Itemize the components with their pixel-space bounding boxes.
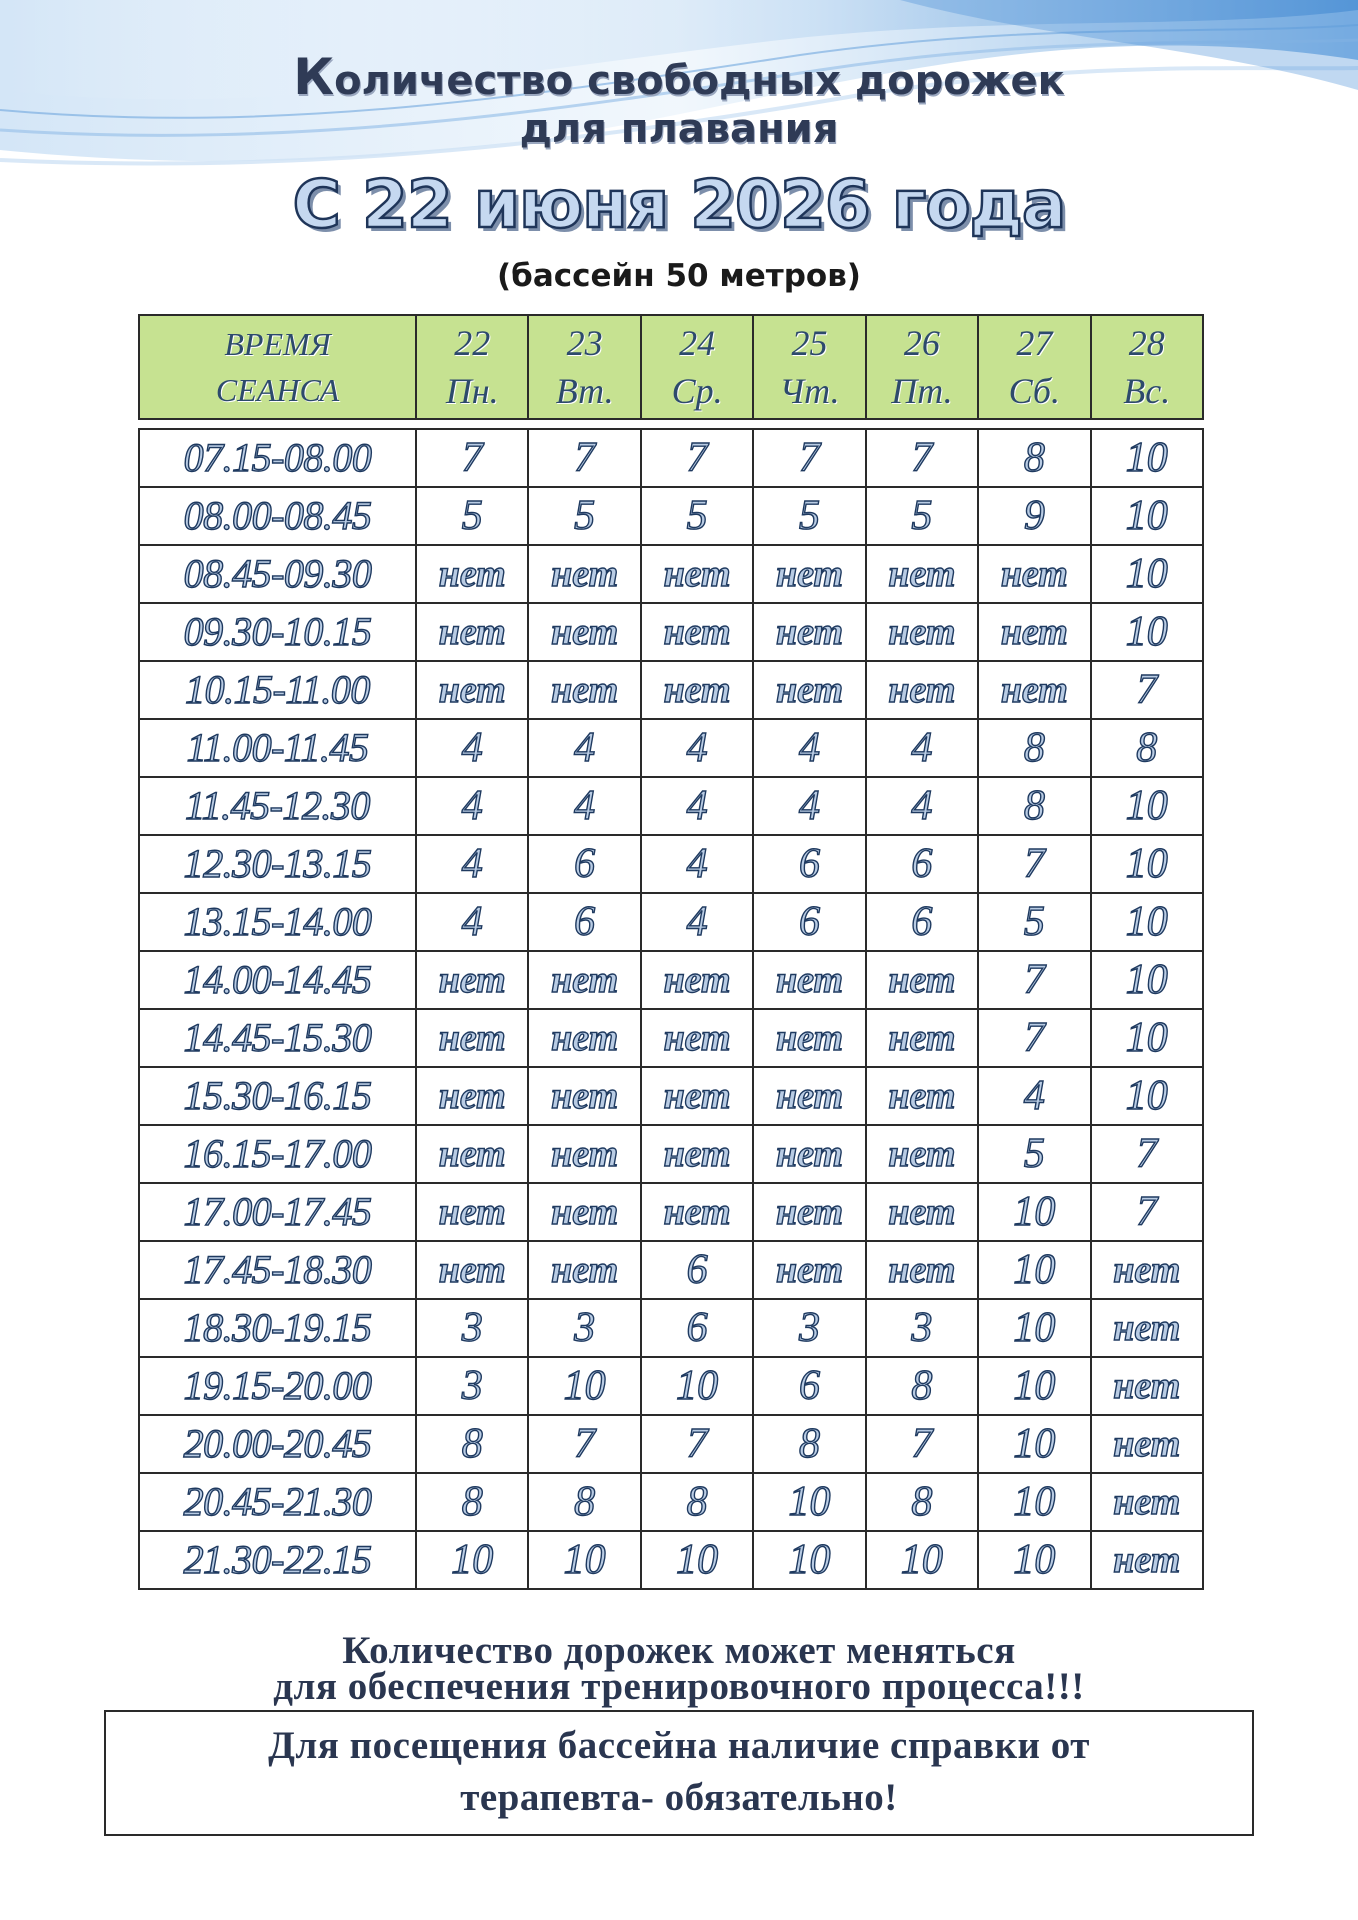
medical-certificate-notice: [104, 1710, 1254, 1836]
free-lanes-cell: 8: [1091, 719, 1203, 777]
free-lanes-cell: 4: [641, 719, 753, 777]
free-lanes-cell: 10: [1091, 487, 1203, 545]
free-lanes-cell: 6: [866, 835, 978, 893]
free-lanes-cell: 4: [641, 835, 753, 893]
free-lanes-cell: нет: [1091, 1241, 1203, 1299]
notice-line-1: Для посещения бассейна наличие справки от: [268, 1724, 1090, 1767]
free-lanes-cell: нет: [641, 1067, 753, 1125]
free-lanes-cell: 8: [528, 1473, 640, 1531]
free-lanes-cell: нет: [753, 661, 865, 719]
table-row: [139, 1357, 1203, 1415]
table-row: [139, 1415, 1203, 1473]
session-time-cell: 11.45-12.30: [139, 777, 416, 835]
table-row: [139, 1241, 1203, 1299]
free-lanes-cell: 4: [753, 719, 865, 777]
table-row: [139, 487, 1203, 545]
free-lanes-cell: нет: [866, 545, 978, 603]
free-lanes-cell: 10: [978, 1357, 1090, 1415]
free-lanes-cell: 6: [641, 1299, 753, 1357]
free-lanes-cell: 4: [416, 893, 528, 951]
day-header: 23 Вт.: [528, 315, 640, 419]
session-time-cell: 11.00-11.45: [139, 719, 416, 777]
free-lanes-cell: 3: [416, 1357, 528, 1415]
free-lanes-cell: нет: [753, 1125, 865, 1183]
free-lanes-cell: 7: [528, 1415, 640, 1473]
free-lanes-cell: нет: [416, 951, 528, 1009]
free-lanes-cell: 10: [753, 1473, 865, 1531]
free-lanes-cell: 10: [1091, 1067, 1203, 1125]
day-header: 25 Чт.: [753, 315, 865, 419]
free-lanes-cell: нет: [641, 1125, 753, 1183]
free-lanes-cell: нет: [528, 1067, 640, 1125]
session-time-cell: 08.45-09.30: [139, 545, 416, 603]
free-lanes-cell: нет: [416, 545, 528, 603]
free-lanes-cell: 7: [1091, 1125, 1203, 1183]
free-lanes-cell: нет: [416, 603, 528, 661]
free-lanes-cell: 10: [641, 1357, 753, 1415]
free-lanes-cell: 6: [753, 1357, 865, 1415]
free-lanes-cell: нет: [978, 661, 1090, 719]
session-time-cell: 19.15-20.00: [139, 1357, 416, 1415]
free-lanes-cell: 7: [1091, 1183, 1203, 1241]
free-lanes-cell: нет: [978, 545, 1090, 603]
free-lanes-cell: нет: [753, 951, 865, 1009]
table-row: [139, 603, 1203, 661]
free-lanes-cell: нет: [528, 1125, 640, 1183]
note-line-1: Количество дорожек может меняться: [342, 1629, 1016, 1672]
free-lanes-cell: нет: [416, 1067, 528, 1125]
free-lanes-cell: 5: [978, 1125, 1090, 1183]
free-lanes-cell: 4: [528, 719, 640, 777]
free-lanes-cell: 6: [753, 893, 865, 951]
session-time-cell: 07.15-08.00: [139, 429, 416, 487]
free-lanes-cell: 7: [641, 429, 753, 487]
session-time-cell: 20.00-20.45: [139, 1415, 416, 1473]
table-row: [139, 1183, 1203, 1241]
free-lanes-cell: 8: [416, 1415, 528, 1473]
free-lanes-cell: нет: [866, 1067, 978, 1125]
free-lanes-cell: 3: [753, 1299, 865, 1357]
free-lanes-cell: 4: [416, 719, 528, 777]
free-lanes-cell: 10: [1091, 777, 1203, 835]
free-lanes-cell: 7: [1091, 661, 1203, 719]
free-lanes-cell: нет: [1091, 1357, 1203, 1415]
free-lanes-cell: нет: [641, 951, 753, 1009]
schedule-body: [139, 429, 1203, 1589]
free-lanes-cell: 5: [416, 487, 528, 545]
free-lanes-cell: 5: [978, 893, 1090, 951]
table-row: [139, 1531, 1203, 1589]
table-row: [139, 1299, 1203, 1357]
free-lanes-cell: 10: [1091, 545, 1203, 603]
free-lanes-cell: 8: [416, 1473, 528, 1531]
free-lanes-cell: нет: [1091, 1299, 1203, 1357]
free-lanes-cell: 4: [978, 1067, 1090, 1125]
free-lanes-cell: 10: [641, 1531, 753, 1589]
free-lanes-cell: 9: [978, 487, 1090, 545]
session-time-cell: 09.30-10.15: [139, 603, 416, 661]
free-lanes-cell: 10: [416, 1531, 528, 1589]
session-time-cell: 14.00-14.45: [139, 951, 416, 1009]
free-lanes-cell: 4: [416, 777, 528, 835]
free-lanes-cell: 10: [978, 1183, 1090, 1241]
table-row: [139, 719, 1203, 777]
free-lanes-cell: нет: [1091, 1415, 1203, 1473]
table-row: [139, 777, 1203, 835]
free-lanes-cell: нет: [753, 1067, 865, 1125]
free-lanes-cell: нет: [528, 1009, 640, 1067]
free-lanes-cell: 5: [753, 487, 865, 545]
free-lanes-cell: нет: [866, 1241, 978, 1299]
free-lanes-cell: нет: [1091, 1473, 1203, 1531]
table-row: [139, 951, 1203, 1009]
day-header: 22 Пн.: [416, 315, 528, 419]
session-time-cell: 16.15-17.00: [139, 1125, 416, 1183]
free-lanes-cell: нет: [753, 1241, 865, 1299]
free-lanes-cell: 8: [978, 777, 1090, 835]
free-lanes-cell: 4: [641, 893, 753, 951]
free-lanes-cell: нет: [866, 1125, 978, 1183]
free-lanes-cell: нет: [866, 603, 978, 661]
free-lanes-cell: нет: [753, 545, 865, 603]
free-lanes-cell: 4: [866, 719, 978, 777]
free-lanes-cell: нет: [1091, 1531, 1203, 1589]
free-lanes-cell: 5: [528, 487, 640, 545]
day-header: 28 Вс.: [1091, 315, 1203, 419]
table-row: [139, 661, 1203, 719]
free-lanes-cell: нет: [528, 1183, 640, 1241]
free-lanes-cell: 10: [978, 1531, 1090, 1589]
free-lanes-cell: 8: [866, 1473, 978, 1531]
free-lanes-cell: нет: [528, 545, 640, 603]
free-lanes-cell: 10: [528, 1531, 640, 1589]
free-lanes-cell: нет: [641, 545, 753, 603]
free-lanes-cell: 4: [416, 835, 528, 893]
free-lanes-cell: нет: [416, 1009, 528, 1067]
free-lanes-cell: нет: [866, 1183, 978, 1241]
free-lanes-cell: 10: [866, 1531, 978, 1589]
day-header: 24 Ср.: [641, 315, 753, 419]
free-lanes-cell: нет: [528, 1241, 640, 1299]
free-lanes-cell: 8: [866, 1357, 978, 1415]
free-lanes-cell: 7: [528, 429, 640, 487]
free-lanes-cell: 10: [528, 1357, 640, 1415]
free-lanes-cell: 10: [978, 1473, 1090, 1531]
session-time-cell: 21.30-22.15: [139, 1531, 416, 1589]
free-lanes-cell: нет: [416, 1125, 528, 1183]
free-lanes-cell: 7: [866, 1415, 978, 1473]
free-lanes-cell: 3: [528, 1299, 640, 1357]
free-lanes-cell: 10: [978, 1299, 1090, 1357]
free-lanes-cell: 4: [528, 777, 640, 835]
free-lanes-cell: нет: [753, 603, 865, 661]
session-time-cell: 08.00-08.45: [139, 487, 416, 545]
free-lanes-cell: 6: [528, 835, 640, 893]
session-time-cell: 13.15-14.00: [139, 893, 416, 951]
free-lanes-cell: нет: [866, 951, 978, 1009]
table-row: [139, 1125, 1203, 1183]
free-lanes-cell: 7: [978, 951, 1090, 1009]
free-lanes-cell: 10: [1091, 429, 1203, 487]
free-lanes-cell: 7: [866, 429, 978, 487]
free-lanes-cell: 6: [528, 893, 640, 951]
notice-line-2: терапевта- обязательно!: [460, 1776, 898, 1819]
free-lanes-cell: 3: [416, 1299, 528, 1357]
free-lanes-cell: 6: [866, 893, 978, 951]
lane-schedule-table: [138, 314, 1204, 1590]
free-lanes-cell: 3: [866, 1299, 978, 1357]
free-lanes-cell: нет: [866, 1009, 978, 1067]
session-time-cell: 20.45-21.30: [139, 1473, 416, 1531]
table-row: [139, 835, 1203, 893]
table-row: [139, 1473, 1203, 1531]
free-lanes-cell: 8: [641, 1473, 753, 1531]
free-lanes-cell: нет: [641, 661, 753, 719]
free-lanes-cell: 7: [978, 835, 1090, 893]
free-lanes-cell: нет: [416, 1183, 528, 1241]
session-time-cell: 17.45-18.30: [139, 1241, 416, 1299]
free-lanes-cell: 10: [1091, 835, 1203, 893]
free-lanes-cell: 6: [641, 1241, 753, 1299]
session-time-cell: 12.30-13.15: [139, 835, 416, 893]
free-lanes-cell: 7: [641, 1415, 753, 1473]
free-lanes-cell: 8: [753, 1415, 865, 1473]
table-row: [139, 545, 1203, 603]
free-lanes-cell: нет: [416, 1241, 528, 1299]
free-lanes-cell: нет: [641, 1009, 753, 1067]
free-lanes-cell: 4: [866, 777, 978, 835]
free-lanes-cell: нет: [753, 1183, 865, 1241]
table-header-row: [139, 315, 1203, 419]
time-column-header: ВРЕМЯ СЕАНСА: [139, 315, 416, 419]
free-lanes-cell: 10: [1091, 1009, 1203, 1067]
free-lanes-cell: 10: [1091, 893, 1203, 951]
table-row: [139, 1067, 1203, 1125]
session-time-cell: 18.30-19.15: [139, 1299, 416, 1357]
free-lanes-cell: нет: [528, 951, 640, 1009]
free-lanes-cell: нет: [641, 1183, 753, 1241]
free-lanes-cell: нет: [416, 661, 528, 719]
free-lanes-cell: 4: [641, 777, 753, 835]
free-lanes-cell: 8: [978, 719, 1090, 777]
free-lanes-cell: нет: [528, 661, 640, 719]
free-lanes-cell: 7: [978, 1009, 1090, 1067]
pool-subtitle: (бассейн 50 метров): [497, 258, 861, 294]
note-line-2: для обеспечения тренировочного процесса!!!: [273, 1665, 1085, 1708]
session-time-cell: 10.15-11.00: [139, 661, 416, 719]
free-lanes-cell: 4: [753, 777, 865, 835]
free-lanes-cell: нет: [978, 603, 1090, 661]
page-title-line-2: для плавания: [519, 106, 839, 152]
free-lanes-cell: 10: [753, 1531, 865, 1589]
free-lanes-cell: нет: [641, 603, 753, 661]
free-lanes-cell: 5: [866, 487, 978, 545]
free-lanes-cell: 10: [1091, 603, 1203, 661]
free-lanes-cell: 8: [978, 429, 1090, 487]
session-time-cell: 17.00-17.45: [139, 1183, 416, 1241]
day-header: 26 Пт.: [866, 315, 978, 419]
free-lanes-cell: 10: [978, 1241, 1090, 1299]
start-date-title: С 22 июня 2026 года: [292, 166, 1066, 243]
day-header: 27 Сб.: [978, 315, 1090, 419]
free-lanes-cell: нет: [753, 1009, 865, 1067]
header-gap: [139, 419, 1203, 429]
free-lanes-cell: 5: [641, 487, 753, 545]
table-row: [139, 893, 1203, 951]
table-row: [139, 429, 1203, 487]
free-lanes-cell: нет: [866, 661, 978, 719]
free-lanes-cell: 6: [753, 835, 865, 893]
free-lanes-cell: 7: [416, 429, 528, 487]
page-title-line-1: Количество свободных дорожек: [293, 48, 1065, 106]
session-time-cell: 15.30-16.15: [139, 1067, 416, 1125]
session-time-cell: 14.45-15.30: [139, 1009, 416, 1067]
free-lanes-cell: нет: [528, 603, 640, 661]
free-lanes-cell: 10: [978, 1415, 1090, 1473]
table-row: [139, 1009, 1203, 1067]
free-lanes-cell: 7: [753, 429, 865, 487]
free-lanes-cell: 10: [1091, 951, 1203, 1009]
